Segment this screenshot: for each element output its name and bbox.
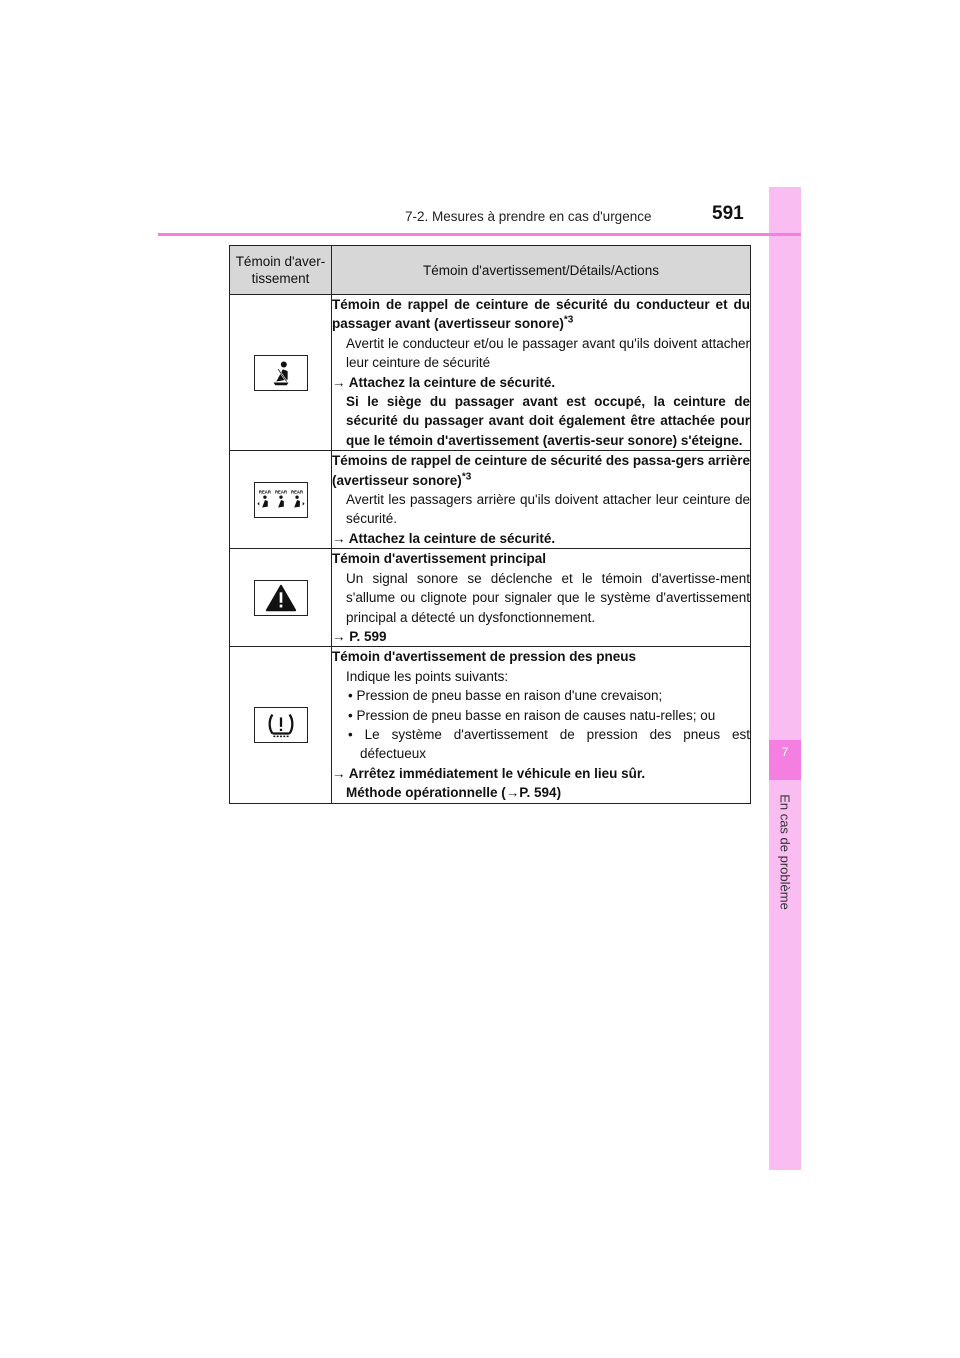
tire-pressure-warning-icon: [254, 707, 308, 743]
row-action: → Attachez la ceinture de sécurité.: [332, 374, 556, 390]
method-reference[interactable]: Méthode opérationnelle (→P. 594): [346, 785, 562, 801]
col-header-icon: Témoin d'aver-tissement: [230, 246, 332, 295]
row-description: Avertit les passagers arrière qu'ils doivent attacher leur ceinture de sécurité.: [346, 492, 750, 527]
chapter-side-tab: [769, 187, 801, 1170]
row-title: Témoins de rappel de ceinture de sécurité des passa-gers arrière (avertisseur sonore)$^{*3}$: [332, 453, 750, 488]
page-number: 591: [712, 203, 744, 224]
row-description: Avertit le conducteur et/ou le passager avant qu'ils doivent attacher leur ceinture de sécurité: [346, 335, 750, 371]
row-action: → Arrêtez immédiatement le véhicule en lieu sûr.: [332, 765, 646, 781]
row-description: Indique les points suivants:: [346, 668, 509, 684]
table-row: [230, 647, 751, 803]
chapter-number: 7: [781, 745, 789, 759]
table-row: [230, 549, 751, 647]
table-row: [230, 451, 751, 549]
row-description: Un signal sonore se déclenche et le témoin d'avertisse-ment s'allume ou clignote pour signaler que le système d'avertissement principal a détecté un dysfonctionnement.: [346, 570, 750, 625]
row-title: Témoin d'avertissement de pression des pneus: [332, 649, 637, 665]
table-header-row: [230, 246, 751, 295]
section-title: 7-2. Mesures à prendre en cas d'urgence: [405, 209, 652, 224]
list-item: • Pression de pneu basse en raison d'une crevaison;: [348, 688, 663, 704]
table-row: [230, 295, 751, 451]
row-action: → Attachez la ceinture de sécurité.: [332, 530, 556, 546]
svg-text:REAR: REAR: [274, 489, 287, 495]
row-title: Témoin de rappel de ceinture de sécurité du conducteur et du passager avant (avertisseur sonore)$^{*3}$: [332, 297, 750, 332]
front-seatbelt-reminder-icon: [254, 355, 308, 391]
chapter-title: En cas de problème: [777, 794, 793, 910]
warning-lights-table: [229, 245, 751, 804]
header-divider: [158, 233, 801, 236]
row-action-detail: Si le siège du passager avant est occupé, la ceinture de sécurité du passager avant doit également être attachée pour que le témoin d'avertissement (avertis-seur sonore) s'éteigne.: [346, 394, 750, 448]
rear-seatbelt-reminder-icon: [254, 482, 308, 518]
col-header-details: Témoin d'avertissement/Détails/Actions: [332, 246, 751, 295]
list-item: • Pression de pneu basse en raison de causes natu-relles; ou: [348, 707, 716, 723]
svg-text:REAR: REAR: [258, 489, 271, 495]
svg-text:REAR: REAR: [290, 489, 303, 495]
list-item: • Le système d'avertissement de pression des pneus est défectueux: [348, 726, 750, 762]
master-warning-icon: [254, 580, 308, 616]
row-title: Témoin d'avertissement principal: [332, 551, 547, 567]
page-reference-link[interactable]: → P. 599: [332, 628, 387, 644]
